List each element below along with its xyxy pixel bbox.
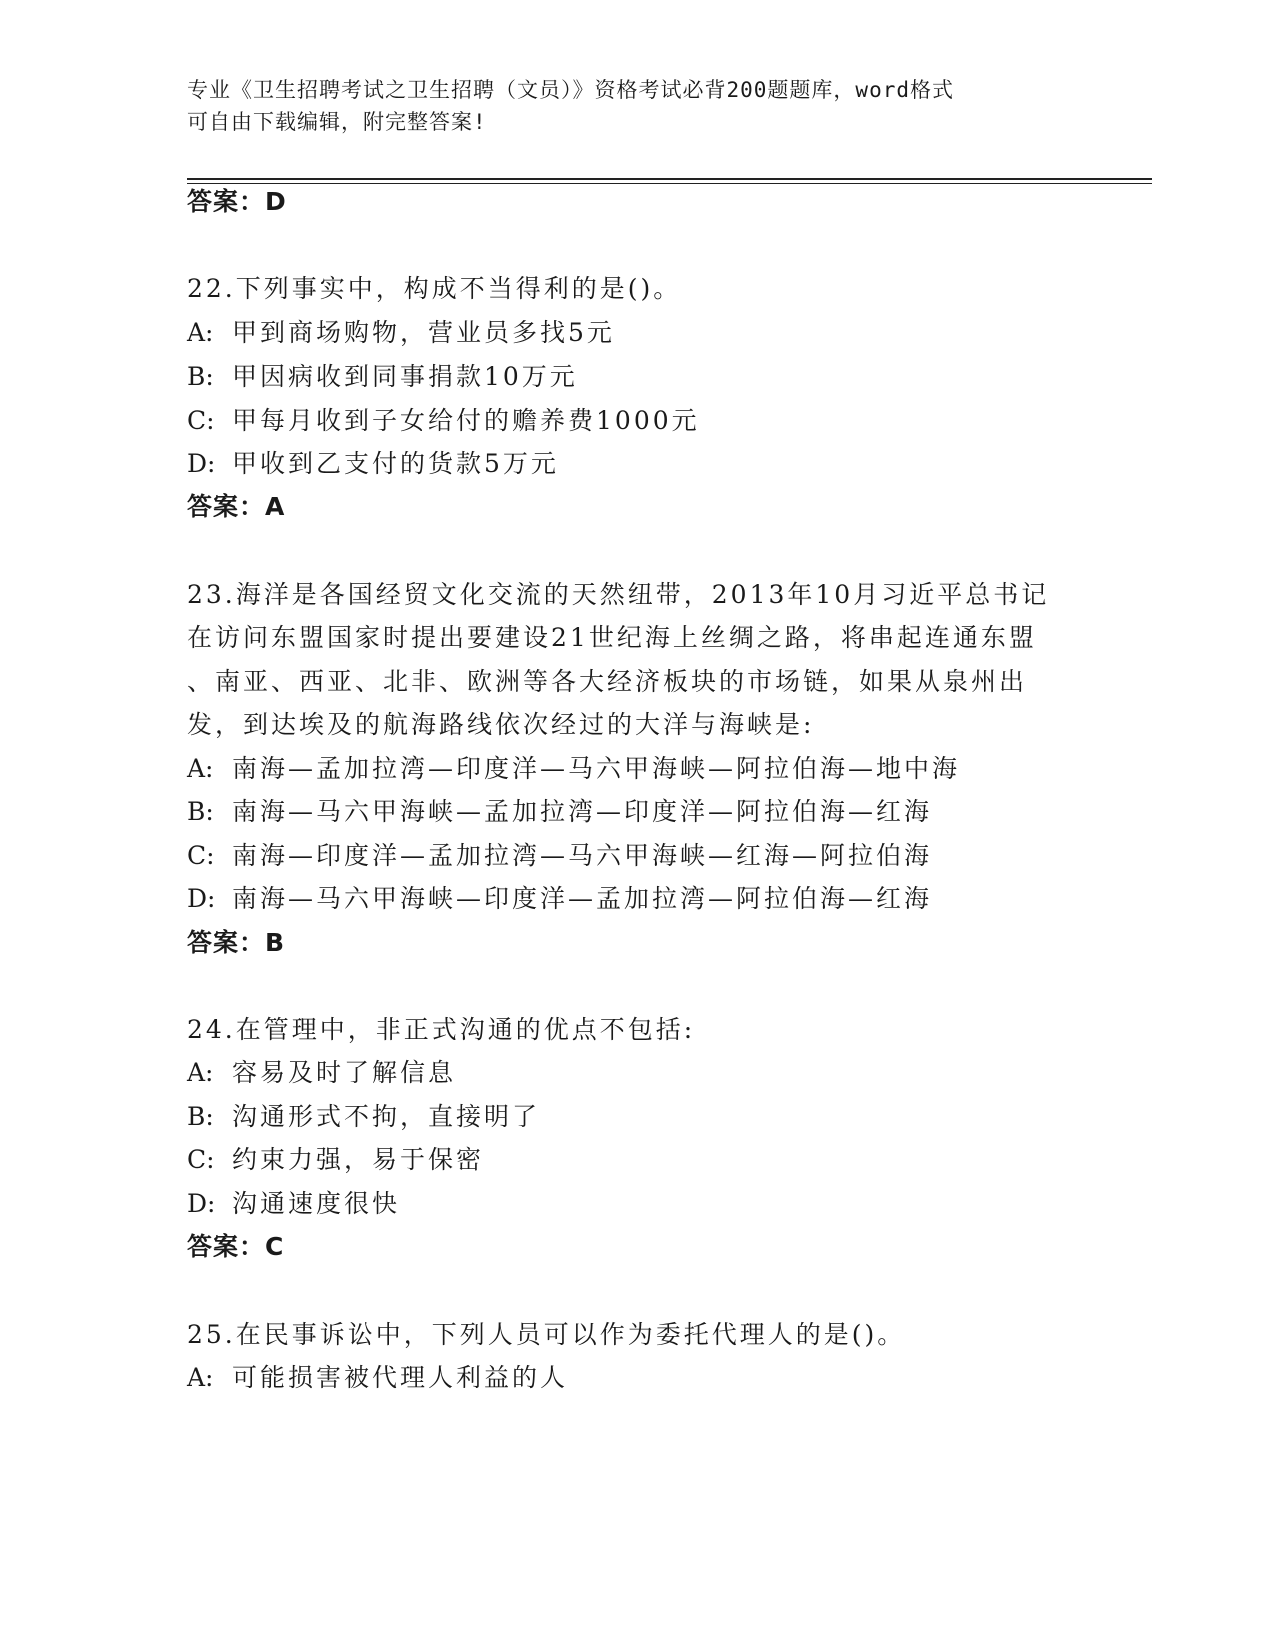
option-key: A: [187, 1058, 214, 1087]
question-25-option-a [187, 1362, 568, 1394]
option-key: A: [187, 318, 214, 347]
question-23-option-d [187, 883, 932, 915]
option-text: 南海—马六甲海峡—印度洋—孟加拉湾—阿拉伯海—红海 [232, 884, 933, 913]
option-text: 南海—孟加拉湾—印度洋—马六甲海峡—阿拉伯海—地中海 [232, 754, 961, 783]
option-key: A: [187, 754, 214, 783]
question-24-option-d [187, 1188, 400, 1220]
question-23-stem-line-3: 、南亚、西亚、北非、欧洲等各大经济板块的市场链，如果从泉州出 [187, 667, 1028, 696]
question-23-stem-line-2: 在访问东盟国家时提出要建设21世纪海上丝绸之路，将串起连通东盟 [187, 623, 1037, 652]
option-key: B: [187, 1102, 214, 1131]
option-key: B: [187, 797, 214, 826]
option-text: 容易及时了解信息 [232, 1058, 457, 1087]
question-24-option-b [187, 1101, 540, 1133]
option-text: 可能损害被代理人利益的人 [232, 1363, 569, 1392]
option-text: 甲因病收到同事捐款10万元 [232, 362, 578, 391]
header-line-1: 专业《卫生招聘考试之卫生招聘（文员）》资格考试必背200题题库，word格式 [187, 78, 954, 102]
question-23-option-a [187, 753, 960, 785]
question-24-option-a [187, 1057, 456, 1089]
question-22-option-a [187, 317, 615, 349]
question-22-stem: 22.下列事实中，构成不当得利的是()。 [187, 274, 682, 303]
option-text: 甲每月收到子女给付的赡养费1000元 [232, 406, 700, 435]
question-22-option-d [187, 448, 559, 480]
question-23-option-c [187, 840, 932, 872]
answer-23: 答案：B [187, 928, 286, 957]
question-24-stem: 24.在管理中，非正式沟通的优点不包括: [187, 1015, 696, 1044]
question-23-option-b [187, 796, 932, 828]
question-23-stem-line-4: 发，到达埃及的航海路线依次经过的大洋与海峡是: [187, 710, 815, 739]
option-key: A: [187, 1363, 214, 1392]
option-text: 南海—马六甲海峡—孟加拉湾—印度洋—阿拉伯海—红海 [232, 797, 933, 826]
question-24-option-c [187, 1144, 484, 1176]
option-text: 甲到商场购物，营业员多找5元 [232, 318, 615, 347]
question-23-stem-line-1: 23.海洋是各国经贸文化交流的天然纽带，2013年10月习近平总书记 [187, 580, 1050, 609]
option-key: D: [187, 884, 216, 913]
answer-22: 答案：A [187, 492, 286, 521]
option-key: B: [187, 362, 214, 391]
option-text: 甲收到乙支付的货款5万元 [232, 449, 559, 478]
option-key: C: [187, 841, 215, 870]
option-key: D: [187, 449, 216, 478]
question-25-stem: 25.在民事诉讼中，下列人员可以作为委托代理人的是()。 [187, 1320, 906, 1349]
header-rule [187, 178, 1152, 180]
question-22-option-b [187, 361, 578, 393]
question-22-option-c [187, 405, 700, 437]
header-rule-thin [187, 183, 1152, 184]
answer-21: 答案：D [187, 187, 287, 216]
option-text: 约束力强，易于保密 [232, 1145, 485, 1174]
option-text: 沟通速度很快 [232, 1189, 401, 1218]
option-key: C: [187, 1145, 215, 1174]
answer-24: 答案：C [187, 1232, 285, 1261]
document-header [187, 74, 1067, 138]
header-line-2: 可自由下载编辑，附完整答案! [187, 110, 487, 134]
option-key: D: [187, 1189, 216, 1218]
option-text: 南海—印度洋—孟加拉湾—马六甲海峡—红海—阿拉伯海 [232, 841, 933, 870]
option-key: C: [187, 406, 215, 435]
option-text: 沟通形式不拘，直接明了 [232, 1102, 541, 1131]
